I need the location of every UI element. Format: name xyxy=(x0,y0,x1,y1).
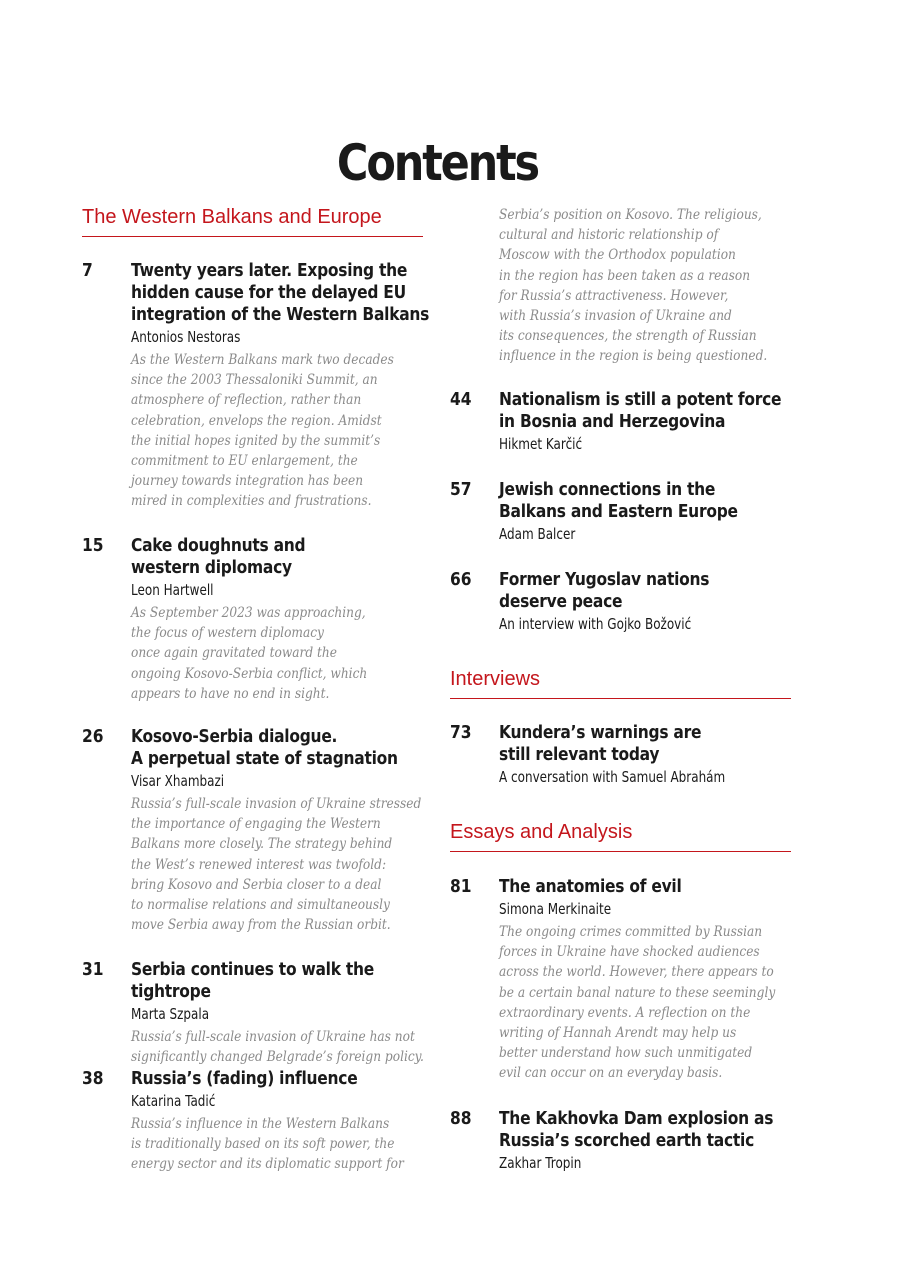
page-title: Contents xyxy=(336,133,538,192)
article-author: Simona Merkinaite xyxy=(499,900,612,918)
article-abstract: Russia’s full-scale invasion of Ukraine has not significantly changed Belgrade’s foreign policy. xyxy=(131,1029,424,1066)
article-abstract: As September 2023 was approaching, the focus of western diplomacy once again gravitated toward the ongoing Kosovo-Serbia conflict, which appears to have no end in sight. xyxy=(131,605,368,702)
article-author: Zakhar Tropin xyxy=(499,1154,582,1172)
article-title: Cake doughnuts and western diplomacy xyxy=(131,535,306,578)
article-author: Leon Hartwell xyxy=(131,581,214,599)
article-title: Serbia continues to walk the tightrope xyxy=(131,959,375,1002)
article-title: The anatomies of evil xyxy=(499,876,682,897)
section-heading-essays: Essays and Analysis xyxy=(450,821,791,852)
article-title: Kosovo-Serbia dialogue. A perpetual state of stagnation xyxy=(131,726,398,769)
article-author: Visar Xhambazi xyxy=(131,772,225,790)
article-title: Nationalism is still a potent force in Bosnia and Herzegovina xyxy=(499,389,782,432)
article-abstract: As the Western Balkans mark two decades since the 2003 Thessaloniki Summit, an atmosphere of reflection, rather than celebration, envelops the region. Amidst the initial hopes ignited by the summit’s commitment to EU enlargement, the journey towards integration has been mired in complexities and frustrations. xyxy=(131,352,394,510)
page-number: 44 xyxy=(450,389,472,410)
article-abstract: Russia’s influence in the Western Balkans is traditionally based on its soft power, the energy sector and its diplomatic support for xyxy=(131,1116,404,1173)
article-abstract: Russia’s full-scale invasion of Ukraine stressed the importance of engaging the Western Balkans more closely. The strategy behind the West’s renewed interest was twofold: bring Kosovo and Serbia closer to a deal to normalise relations and simultaneously move Serbia away from the Russian orbit. xyxy=(131,796,422,934)
article-author: A conversation with Samuel Abrahám xyxy=(499,768,726,786)
article-title: Jewish connections in the Balkans and Eastern Europe xyxy=(499,479,738,522)
article-title: Former Yugoslav nations deserve peace xyxy=(499,569,710,612)
article-author: Antonios Nestoras xyxy=(131,328,241,346)
article-title: Russia’s (fading) influence xyxy=(131,1068,358,1089)
page-number: 57 xyxy=(450,479,472,500)
page-number: 15 xyxy=(82,535,104,556)
article-author: An interview with Gojko Božović xyxy=(499,615,692,633)
article-title: Twenty years later. Exposing the hidden cause for the delayed EU integration of the Western Balkans xyxy=(131,260,430,325)
section-heading-western-balkans: The Western Balkans and Europe xyxy=(82,206,423,237)
article-author: Adam Balcer xyxy=(499,525,576,543)
page-number: 73 xyxy=(450,722,472,743)
article-title: The Kakhovka Dam explosion as Russia’s scorched earth tactic xyxy=(499,1108,774,1151)
page-number: 31 xyxy=(82,959,104,980)
page-number: 81 xyxy=(450,876,472,897)
article-author: Katarina Tadić xyxy=(131,1092,216,1110)
article-author: Hikmet Karčić xyxy=(499,435,583,453)
page-number: 66 xyxy=(450,569,472,590)
page-number: 7 xyxy=(82,260,93,281)
article-author: Marta Szpala xyxy=(131,1005,210,1023)
article-title: Kundera’s warnings are still relevant today xyxy=(499,722,702,765)
article-abstract-continued: Serbia’s position on Kosovo. The religious, cultural and historic relationship of Moscow with the Orthodox population in the region has been taken as a reason for Russia’s attractiveness. However, with Russia’s invasion of Ukraine and its consequences, the strength of Russian influence in the region is being questioned. xyxy=(499,207,768,365)
article-abstract: The ongoing crimes committed by Russian forces in Ukraine have shocked audiences across the world. However, there appears to be a certain banal nature to these seemingly extraordinary events. A reflection on the writing of Hannah Arendt may help us better understand how such unmitigated evil can occur on an everyday basis. xyxy=(499,924,776,1082)
page-number: 26 xyxy=(82,726,104,747)
page-number: 88 xyxy=(450,1108,472,1129)
page-number: 38 xyxy=(82,1068,104,1089)
section-heading-interviews: Interviews xyxy=(450,668,791,699)
